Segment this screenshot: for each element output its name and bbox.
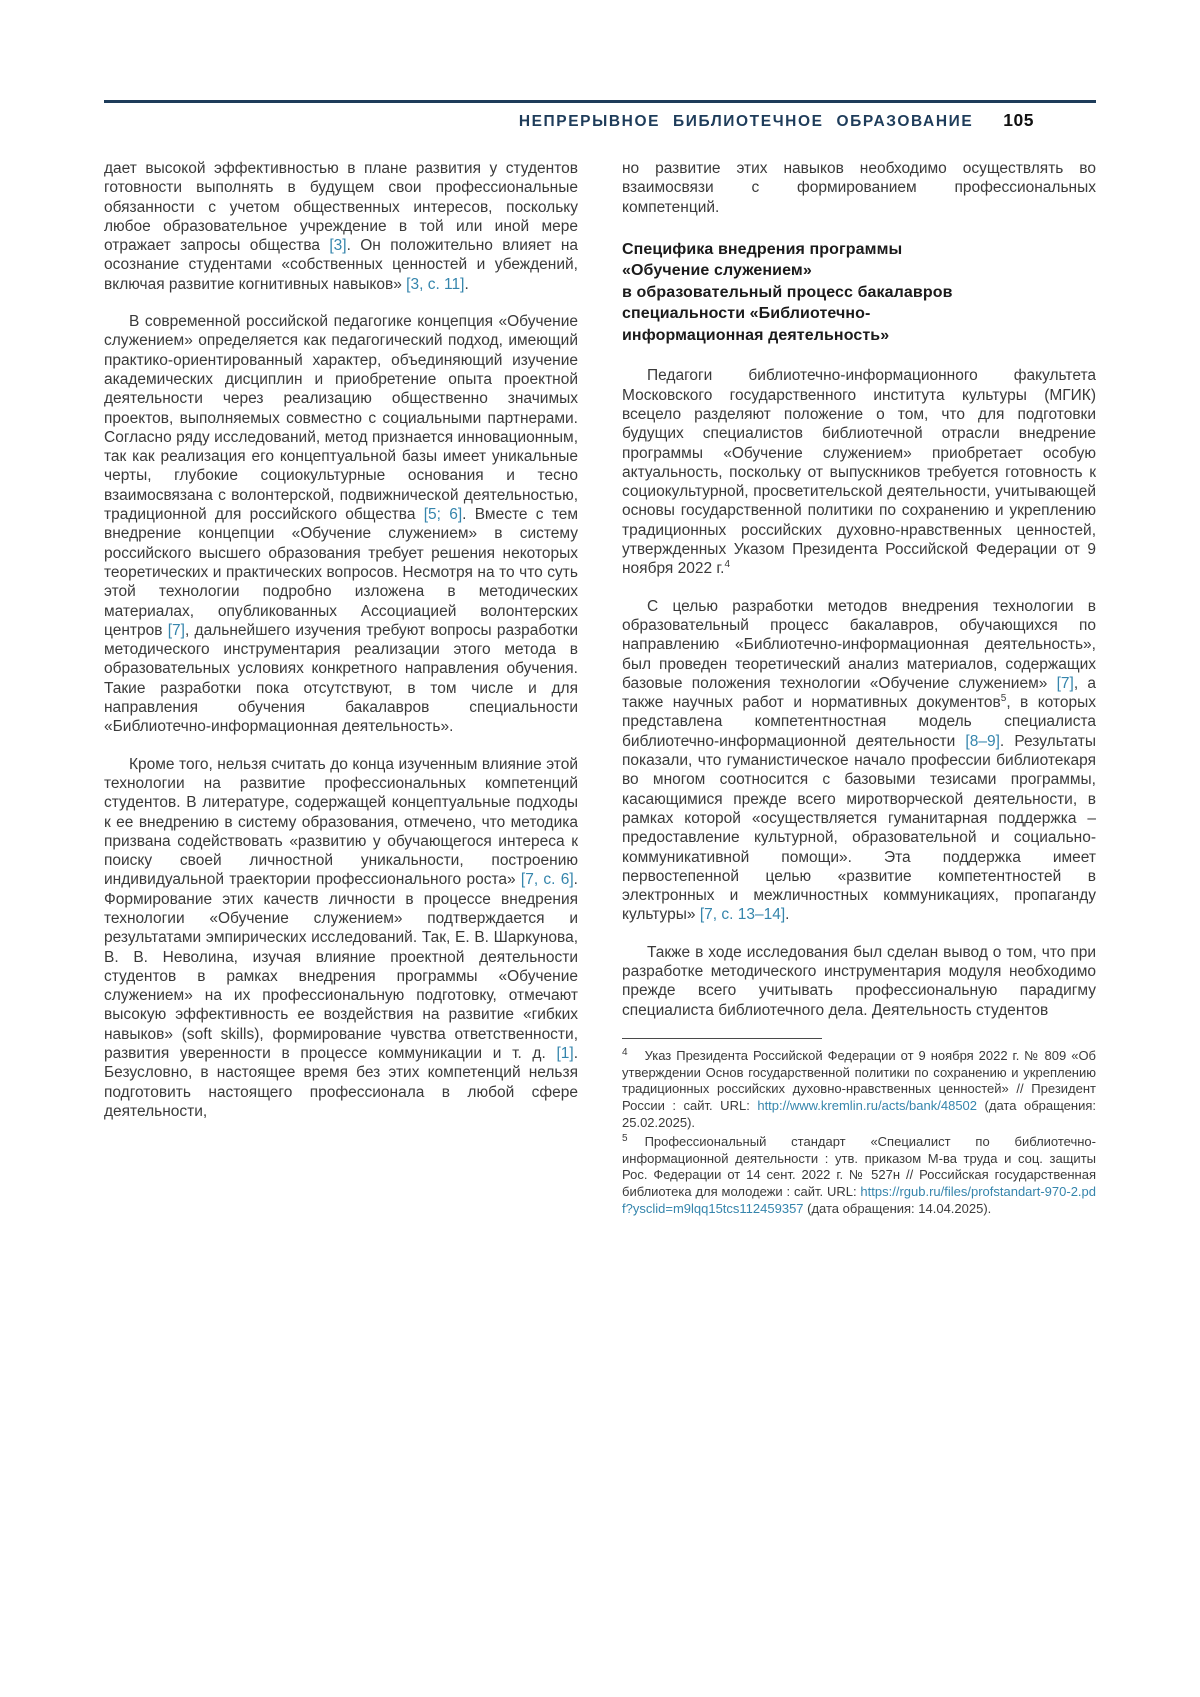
citation-link[interactable]: [3, с. 11] [406,275,465,293]
paragraph [622,597,1096,925]
footnote-number: 4 [622,1046,628,1058]
text-run: . [785,906,790,924]
text-run: Профессиональный стандарт «Специалист по библиотечно-информационной деятельности : утв. приказом М-ва труда и соц. защиты Рос. Федерации от 14 сент. 2022 г. № 527н // Российская государственная библиотека для молодежи : сайт. URL: [622,1133,1096,1200]
paragraph [622,943,1096,1020]
text-run: . Он положительно влияет на осознание студентами «собственных ценностей и убеждений, включая развитие когнитивных навыков» [104,237,578,293]
citation-link[interactable]: [1] [556,1045,574,1063]
text-run: С целью разработки методов внедрения технологии в образовательный процесс бакалавров, обучающихся по направлению «Библиотечно-информационная деятельность», был проведен теоретический анализ материалов, содержащих базовые положения технологии «Обучение служением» [622,597,1096,692]
text-run: В современной российской педагогике концепция «Обучение служением» определяется как педагогический подход, имеющий практико-ориентированный характер, объединяющий изучение академических дисциплин и приобретение опыта проектной деятельности через реализацию общественно значимых проектов, выполняемых совместно с социальными партнерами. Согласно ряду исследований, метод признается инновационным, так как реализация его концептуальной базы имеет уникальные черты, глубокие социокультурные основания и тесно взаимосвязана с волонтерской, подвижнической деятельностью, традиционной для российского общества [104,313,578,524]
text-run: (дата обращения: 14.04.2025). [803,1201,992,1217]
url-link[interactable]: http://www.kremlin.ru/acts/bank/48502 [757,1098,978,1114]
right-column [622,159,1096,1220]
footnote [622,1048,1096,1132]
left-column [104,159,578,1220]
citation-link[interactable]: [7, с. 13–14] [699,906,786,924]
paragraph [104,312,578,737]
footnote-ref[interactable]: 4 [724,559,731,571]
paragraph [622,159,1096,217]
citation-link[interactable]: [7] [167,621,185,639]
text-run: (дата обращения: 25.02.2025). [622,1098,1096,1131]
paragraph [104,159,578,294]
footnote-separator-rule [622,1038,822,1039]
citation-link[interactable]: [8–9] [965,732,1000,750]
header-line [104,103,1096,131]
paragraph [104,755,578,1122]
text-run: , а также научных работ и нормативных документов [622,674,1096,712]
text-run: Кроме того, нельзя считать до конца изученным влияние этой технологии на развитие профессиональных компетенций студентов. В литературе, содержащей концептуальные подходы к ее внедрению в систему образования, отмечено, что методика призвана содействовать «развитию у обучающегося интереса к поиску своей личностной уникальности, построению индивидуальной траектории профессионального роста» [104,755,578,889]
running-head-title: НЕПРЕРЫВНОЕ БИБЛИОТЕЧНОЕ ОБРАЗОВАНИЕ [518,113,974,130]
text-run: . Результаты показали, что гуманистическое начало профессии библиотекаря во многом соотносится с базовыми тезисами программы, касающимися прежде всего миротворческой деятельности, в рамках которой «осуществляется гуманитарная поддержка – предоставление культурной, образовательной и социально-коммуникативной помощи». Эта поддержка имеет первостепенной целью «развитие компетентностей в электронных и межличностных коммуникациях, пропаганду культуры» [622,732,1097,924]
footnote-ref[interactable]: 5 [1000,692,1007,704]
citation-link[interactable]: [7, с. 6] [520,871,574,889]
text-run: . Безусловно, в настоящее время без этих компетенций нельзя подготовить настоящего профессионала в любой сфере деятельности, [104,1045,578,1120]
text-run: . Формирование этих качеств личности в процессе внедрения технологии «Обучение служением» подтверждается и результатами эмпирических исследований. Так, Е. В. Шаркунова, В. В. Неволина, изучая влияние проектной деятельности студентов в рамках внедрения программы «Обучение служением» на их профессиональную подготовку, отмечают высокую эффективность ее воздействия на развитие «гибких навыков» (soft skills), формирование чувства ответственности, развития уверенности в процессе коммуникации и т. д. [104,871,578,1063]
url-link[interactable]: https://rgub.ru/files/profstandart-970-2.pdf?ysclid=m9lqq15tcs112459357 [622,1184,1096,1217]
running-head [104,100,1096,131]
text-run: Педагоги библиотечно-информационного факультета Московского государственного института культуры (МГИК) всецело разделяют положение о том, что для подготовки будущих специалистов библиотечной отрасли внедрение программы «Обучение служением» приобретает особую актуальность, поскольку от выпускников требуется готовность к социокультурной, просветительской деятельности, учитывающей основы государственной политики по сохранению и укреплению традиционных российских духовно-нравственных ценностей, утвержденных Указом Президента Российской Федерации от 9 ноября 2022 г. [622,367,1096,578]
paragraph [622,366,1096,578]
citation-link[interactable]: [3] [329,237,347,255]
text-run: . [464,275,469,293]
text-run: . Вместе с тем внедрение концепции «Обучение служением» в систему российского высшего образования требует решения некоторых теоретических и практических вопросов. Несмотря на то что суть этой технологии подробно изложена в методических материалах, опубликованных Ассоциацией волонтерских центров [104,506,578,639]
text-run: , дальнейшего изучения требуют вопросы разработки методического инструментария реализации этого метода в образовательных условиях конкретного направления обучения. Такие разработки пока отсутствуют, в том числе и для направления обучения бакалавров специальности «Библиотечно-информационная деятельность». [104,621,579,736]
page-number: 105 [1003,110,1034,130]
text-run: но развитие этих навыков необходимо осуществлять во взаимосвязи с формированием профессиональных компетенций. [622,160,1096,216]
section-heading: Специфика внедрения программы «Обучение служением» в образовательный процесс бакалавров специальности «Библиотечно- информационная деятельность» [622,240,953,344]
text-run: Указ Президента Российской Федерации от 9 ноября 2022 г. № 809 «Об утверждении Основ государственной политики по сохранению и укреплению традиционных российских духовно-нравственных ценностей» // Президент России : сайт. URL: [622,1047,1096,1114]
citation-link[interactable]: [7] [1056,674,1074,692]
text-run: дает высокой эффективностью в плане развития у студентов готовности выполнять в будущем свои профессиональные обязанности с учетом общественных интересов, поскольку любое образовательное учреждение в той или иной мере отражает запросы общества [104,160,578,255]
text-run: , в которых представлена компетентностная модель специалиста библиотечно-информационной деятельности [622,694,1096,750]
footnotes-block [622,1038,1096,1218]
footnote [622,1134,1096,1218]
citation-link[interactable]: [5; 6] [423,506,463,524]
text-run: Также в ходе исследования был сделан вывод о том, что при разработке методического инструментария модуля необходимо прежде всего учитывать профессиональную парадигму специалиста библиотечного дела. Деятельность студентов [622,943,1096,1019]
footnote-number: 5 [622,1132,628,1144]
two-column-body [104,159,1096,1220]
